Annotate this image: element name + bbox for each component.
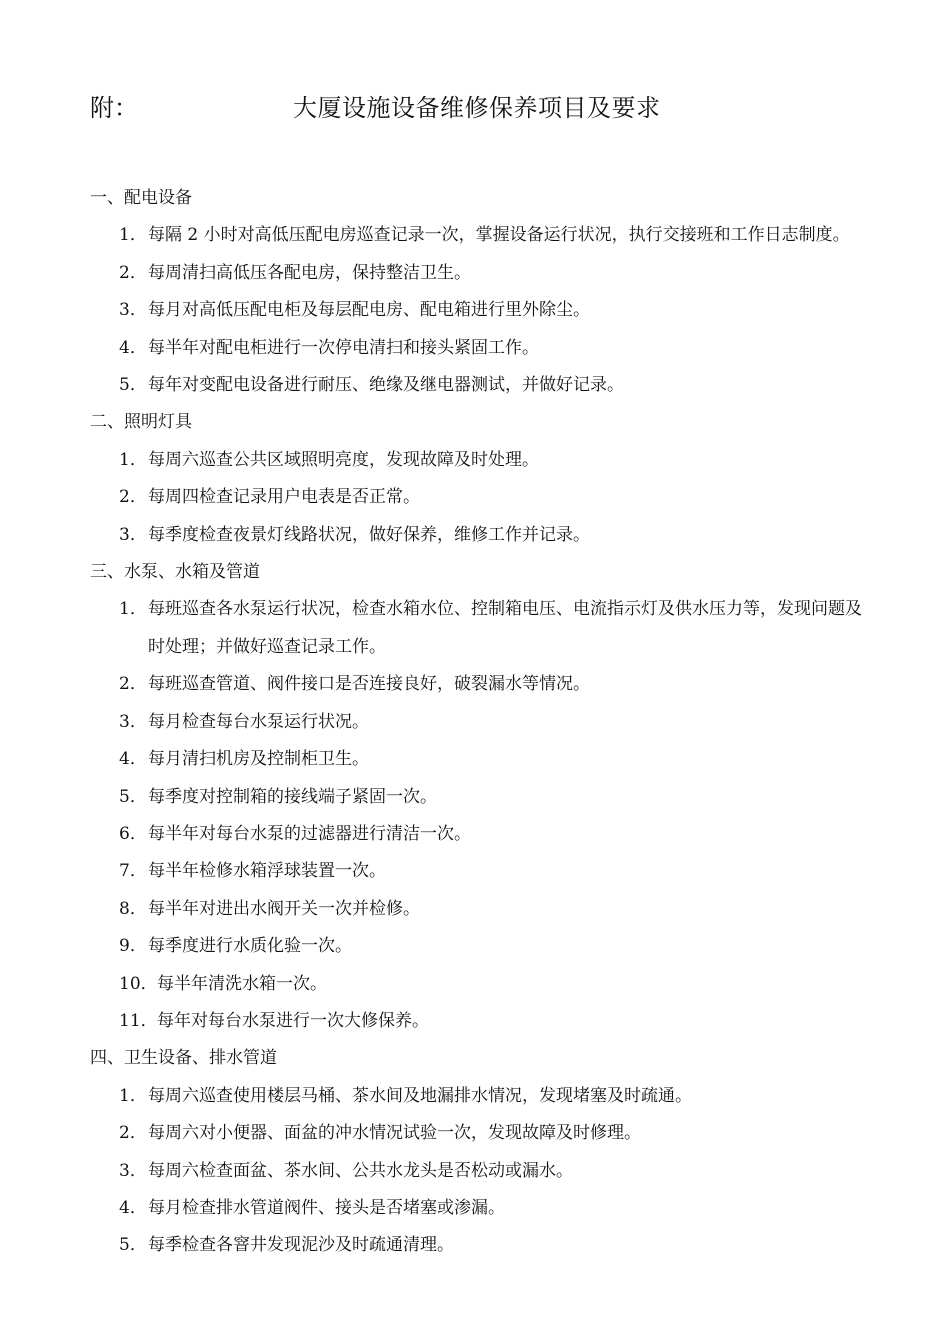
list-item (90, 1153, 870, 1190)
item-text: 每半年对进出水阀开关一次并检修。 (148, 898, 420, 919)
appendix-prefix: 附： (90, 94, 138, 122)
item-number: 2． (119, 674, 147, 695)
item-number: 8． (119, 898, 147, 919)
list-item (90, 292, 870, 329)
item-number: 1． (119, 225, 147, 246)
item-number: 3． (119, 524, 147, 545)
item-text: 每半年对配电柜进行一次停电清扫和接头紧固工作。 (148, 337, 539, 358)
item-text: 每周六对小便器、面盆的冲水情况试验一次，发现故障及时修理。 (148, 1123, 641, 1144)
item-number: 11． (119, 1010, 158, 1031)
list-item (90, 853, 870, 890)
item-text: 每半年清洗水箱一次。 (157, 973, 327, 994)
section-heading: 三、水泵、水箱及管道 (90, 562, 260, 583)
item-number: 5． (119, 786, 147, 807)
item-number: 2． (119, 487, 147, 508)
item-text: 每周清扫高低压各配电房，保持整洁卫生。 (148, 262, 471, 283)
list-item (90, 1190, 870, 1227)
document-title: 大厦设施设备维修保养项目及要求 (293, 94, 661, 122)
list-item (90, 255, 870, 292)
item-number: 2． (119, 262, 147, 283)
item-text: 每月清扫机房及控制柜卫生。 (148, 749, 369, 770)
item-text: 每隔 2 小时对高低压配电房巡查记录一次，掌握设备运行状况，执行交接班和工作日志制度。 (148, 225, 850, 246)
item-number: 9． (119, 936, 147, 957)
item-number: 4． (119, 749, 147, 770)
item-number: 5． (119, 1235, 147, 1256)
item-text: 每季度对控制箱的接线端子紧固一次。 (148, 786, 437, 807)
item-number: 1． (119, 449, 147, 470)
item-number: 1． (119, 1085, 147, 1106)
list-item (90, 367, 870, 404)
item-text: 每年对变配电设备进行耐压、绝缘及继电器测试，并做好记录。 (148, 375, 624, 396)
list-item (90, 704, 870, 741)
item-text: 每半年检修水箱浮球装置一次。 (148, 861, 386, 882)
list-item (90, 517, 870, 554)
item-number: 3． (119, 300, 147, 321)
section-power-distribution (90, 180, 870, 404)
item-text: 每周六巡查使用楼层马桶、茶水间及地漏排水情况，发现堵塞及时疏通。 (148, 1085, 692, 1106)
item-number: 7． (119, 861, 147, 882)
item-number: 6． (119, 823, 147, 844)
item-text: 每班巡查管道、阀件接口是否连接良好，破裂漏水等情况。 (148, 674, 590, 695)
list-item (90, 1078, 870, 1115)
item-number: 4． (119, 337, 147, 358)
item-text: 每季度进行水质化验一次。 (148, 936, 352, 957)
item-number: 4． (119, 1197, 147, 1218)
list-item (90, 1003, 870, 1040)
list-item (90, 666, 870, 703)
item-text: 每月检查每台水泵运行状况。 (148, 711, 369, 732)
section-pumps-tanks-pipes (90, 554, 870, 1040)
item-text: 每年对每台水泵进行一次大修保养。 (157, 1010, 429, 1031)
item-text: 每季检查各窨井发现泥沙及时疏通清理。 (148, 1235, 454, 1256)
list-item (90, 741, 870, 778)
list-item (90, 479, 870, 516)
list-item (90, 1227, 870, 1264)
list-item (90, 330, 870, 367)
item-text: 每月对高低压配电柜及每层配电房、配电箱进行里外除尘。 (148, 300, 590, 321)
document-body (90, 180, 870, 1265)
item-number: 3． (119, 1160, 147, 1181)
item-number: 3． (119, 711, 147, 732)
list-item (90, 217, 870, 254)
list-item (90, 891, 870, 928)
item-text: 每周六检查面盆、茶水间、公共水龙头是否松动或漏水。 (148, 1160, 573, 1181)
item-text: 每月检查排水管道阀件、接头是否堵塞或渗漏。 (148, 1197, 505, 1218)
item-text: 每周六巡查公共区域照明亮度，发现故障及时处理。 (148, 449, 539, 470)
section-heading: 一、配电设备 (90, 188, 192, 208)
item-number: 10． (119, 973, 158, 994)
item-text: 每周四检查记录用户电表是否正常。 (148, 487, 420, 508)
item-number: 1． (119, 599, 147, 620)
section-heading: 四、卫生设备、排水管道 (90, 1048, 277, 1069)
list-item (90, 966, 870, 1003)
list-item (90, 1115, 870, 1152)
section-heading: 二、照明灯具 (90, 412, 192, 433)
section-sanitary-drainage (90, 1040, 870, 1264)
list-item (90, 442, 870, 479)
list-item (90, 779, 870, 816)
item-number: 2． (119, 1123, 147, 1144)
list-item (90, 928, 870, 965)
item-text: 每半年对每台水泵的过滤器进行清洁一次。 (148, 823, 471, 844)
list-item (90, 591, 870, 666)
item-text: 每班巡查各水泵运行状况，检查水箱水位、控制箱电压、电流指示灯及供水压力等，发现问题及时处理；并做好巡查记录工作。 (148, 599, 862, 657)
section-lighting (90, 404, 870, 554)
item-text: 每季度检查夜景灯线路状况，做好保养，维修工作并记录。 (148, 524, 590, 545)
item-number: 5． (119, 375, 147, 396)
list-item (90, 816, 870, 853)
